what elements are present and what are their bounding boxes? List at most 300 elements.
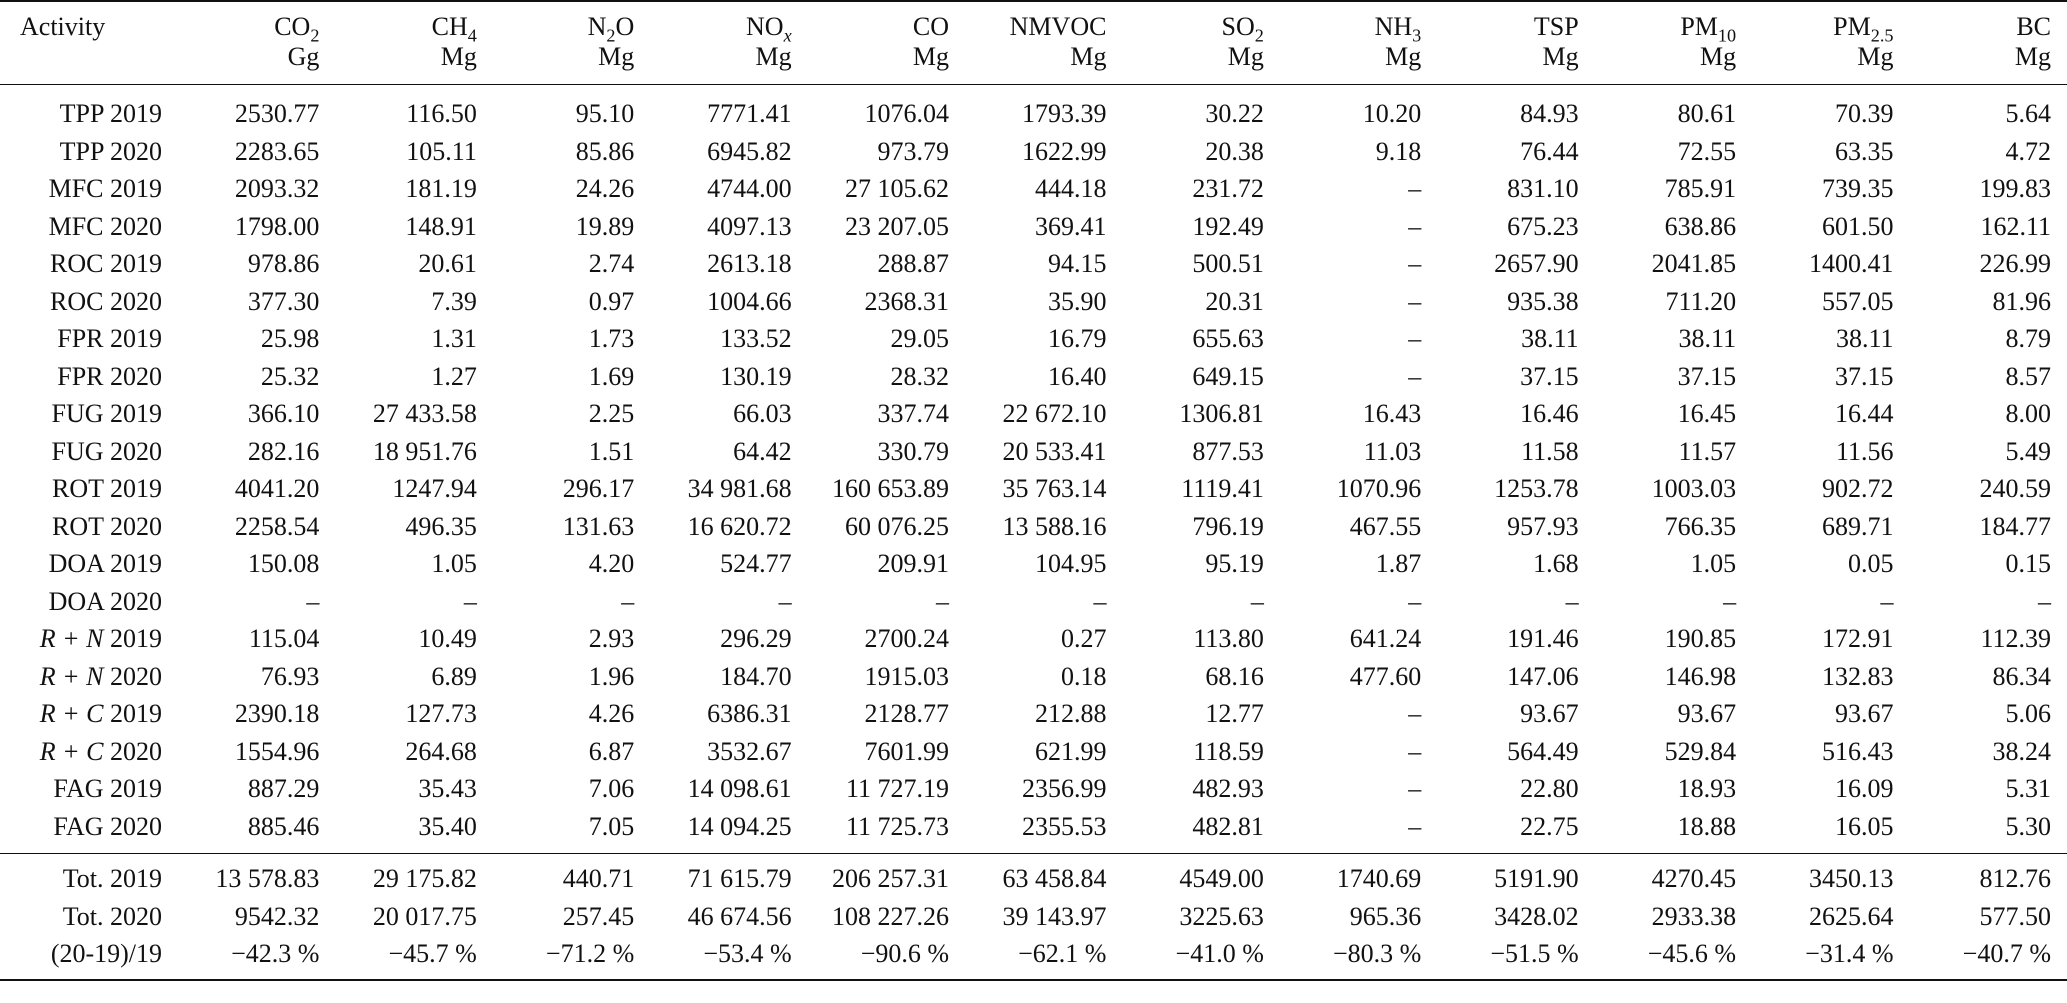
cell-value: 7.06 xyxy=(588,774,635,803)
cell-value: – xyxy=(463,586,477,616)
table-row xyxy=(0,695,2067,733)
cell-value: – xyxy=(1408,774,1422,803)
cell-value: 162.11 xyxy=(1980,211,2051,241)
cell-value: 13 588.16 xyxy=(1002,511,1107,541)
row-label-italic: R + N xyxy=(39,661,104,691)
cell-value: 192.49 xyxy=(1192,211,1264,241)
cell-value: 638.86 xyxy=(1664,211,1737,241)
cell-value: 2258.54 xyxy=(234,511,320,541)
cell-value: 231.72 xyxy=(1192,174,1264,203)
table-row xyxy=(0,208,2067,246)
column-header-base: BC xyxy=(2016,12,2051,41)
cell-value: 2625.64 xyxy=(1808,901,1894,931)
column-unit-1: Mg xyxy=(440,42,477,71)
cell-value: 482.81 xyxy=(1192,811,1264,841)
cell-value: 93.67 xyxy=(1677,699,1737,728)
column-header-subscript: 2 xyxy=(606,25,616,46)
cell-value: 655.63 xyxy=(1192,324,1264,353)
cell-value: 2368.31 xyxy=(864,286,950,316)
column-header-subscript-italic: x xyxy=(783,25,792,46)
cell-value: 35.43 xyxy=(418,774,477,803)
table-row xyxy=(0,620,2067,658)
cell-value: 1076.04 xyxy=(864,99,950,128)
row-label: FAG 2019 xyxy=(53,774,163,803)
column-header-base: NO xyxy=(746,12,784,41)
cell-value: 35.40 xyxy=(418,811,477,841)
table-row xyxy=(0,658,2067,696)
column-unit-4: Mg xyxy=(912,42,950,71)
cell-value: 1400.41 xyxy=(1808,249,1894,278)
row-label: R + N 2020 xyxy=(39,661,163,691)
cell-value: 20.31 xyxy=(1205,286,1264,316)
cell-value: 282.16 xyxy=(247,436,320,466)
cell-value: 689.71 xyxy=(1821,511,1894,541)
cell-value: 766.35 xyxy=(1664,511,1737,541)
cell-value: 63 458.84 xyxy=(965,854,1122,898)
cell-value: 10.20 xyxy=(1362,99,1422,128)
cell-value: 2355.53 xyxy=(1021,811,1107,841)
table-totals xyxy=(0,854,2067,980)
cell-value: 240.59 xyxy=(1979,474,2051,503)
cell-value: 108 227.26 xyxy=(832,901,950,931)
cell-value: 4097.13 xyxy=(707,211,792,241)
cell-value: 116.50 xyxy=(406,99,477,128)
row-label: DOA 2019 xyxy=(48,549,163,578)
cell-value: 133.52 xyxy=(720,324,792,353)
row-label: ROC 2019 xyxy=(50,249,163,278)
cell-value: 190.85 xyxy=(1664,624,1737,653)
column-unit-8: Mg xyxy=(1542,42,1579,71)
cell-value: 337.74 xyxy=(877,399,950,428)
cell-value: 76.44 xyxy=(1520,136,1579,166)
cell-value: 191.46 xyxy=(1507,624,1579,653)
cell-value: 105.11 xyxy=(406,136,477,166)
cell-value: 0.27 xyxy=(1060,624,1107,653)
cell-value: 212.88 xyxy=(1034,699,1107,728)
cell-value: 16.46 xyxy=(1520,399,1579,428)
column-unit-0: Gg xyxy=(287,42,320,71)
cell-value: 20.61 xyxy=(418,249,477,278)
cell-value: 27 105.62 xyxy=(845,174,950,203)
table-row xyxy=(0,245,2067,283)
cell-value: 22 672.10 xyxy=(1002,399,1107,428)
cell-value: 3532.67 xyxy=(707,736,792,766)
cell-value: 796.19 xyxy=(1192,511,1264,541)
cell-value: −53.4 % xyxy=(650,935,807,980)
column-header-base: NH xyxy=(1374,12,1413,41)
column-header-base: CH xyxy=(431,12,468,41)
cell-value: 1915.03 xyxy=(864,661,950,691)
row-label: TPP 2020 xyxy=(59,136,163,166)
totals-row xyxy=(0,935,2067,980)
cell-value: 160 653.89 xyxy=(832,474,950,503)
cell-value: 0.18 xyxy=(1060,661,1107,691)
cell-value: 0.97 xyxy=(588,286,635,316)
cell-value: 973.79 xyxy=(877,136,950,166)
column-header-base: PM xyxy=(1680,12,1718,41)
cell-value: 95.19 xyxy=(1205,549,1264,578)
cell-value: 1.96 xyxy=(588,661,635,691)
column-unit-5: Mg xyxy=(1070,42,1107,71)
cell-value: – xyxy=(1408,811,1422,841)
cell-value: 2093.32 xyxy=(234,174,320,203)
cell-value: 1.27 xyxy=(431,361,477,391)
column-header-subscript: 4 xyxy=(467,25,477,46)
cell-value: 557.05 xyxy=(1821,286,1894,316)
cell-value: 16.79 xyxy=(1047,324,1107,353)
row-label: FUG 2020 xyxy=(51,436,163,466)
cell-value: 38.11 xyxy=(1835,324,1894,353)
cell-value: 16.44 xyxy=(1834,399,1894,428)
cell-value: 34 981.68 xyxy=(687,474,792,503)
cell-value: 4.20 xyxy=(588,549,635,578)
cell-value: 11.03 xyxy=(1363,436,1422,466)
cell-value: 6945.82 xyxy=(707,136,792,166)
cell-value: 1306.81 xyxy=(1179,399,1264,428)
cell-value: 70.39 xyxy=(1834,99,1894,128)
column-header-9 xyxy=(1595,1,1752,46)
cell-value: 4.26 xyxy=(588,699,635,728)
cell-value: 885.46 xyxy=(247,811,320,841)
totals-row xyxy=(0,898,2067,936)
cell-value: 1.87 xyxy=(1375,549,1422,578)
cell-value: 150.08 xyxy=(247,549,320,578)
cell-value: 206 257.31 xyxy=(808,854,965,898)
cell-value: 649.15 xyxy=(1192,361,1264,391)
row-label: ROT 2019 xyxy=(51,474,163,503)
row-label: Tot. 2019 xyxy=(0,854,178,898)
cell-value: 115.04 xyxy=(248,624,320,653)
cell-value: 1070.96 xyxy=(1336,474,1422,503)
cell-value: 8.00 xyxy=(2005,399,2051,428)
cell-value: 2.74 xyxy=(588,249,635,278)
cell-value: 38.11 xyxy=(1678,324,1737,353)
cell-value: 11 727.19 xyxy=(846,774,950,803)
row-label-italic: R + C xyxy=(39,699,104,728)
column-header-base: SO xyxy=(1221,12,1255,41)
cell-value: 524.77 xyxy=(720,549,792,578)
cell-value: 1554.96 xyxy=(234,736,320,766)
cell-value: −45.6 % xyxy=(1595,935,1752,980)
cell-value: 812.76 xyxy=(1909,854,2067,898)
cell-value: 3450.13 xyxy=(1752,854,1909,898)
column-header-3 xyxy=(650,1,807,46)
cell-value: 785.91 xyxy=(1664,174,1737,203)
column-header-0 xyxy=(178,1,335,46)
cell-value: 6386.31 xyxy=(707,699,792,728)
cell-value: 2613.18 xyxy=(707,249,792,278)
cell-value: 564.49 xyxy=(1507,736,1579,766)
cell-value: – xyxy=(1408,286,1422,316)
column-unit-7: Mg xyxy=(1385,42,1422,71)
cell-value: 113.80 xyxy=(1193,624,1264,653)
cell-value: −90.6 % xyxy=(808,935,965,980)
cell-value: 1793.39 xyxy=(1021,99,1107,128)
cell-value: – xyxy=(1408,174,1422,203)
column-header-base: CO xyxy=(912,12,950,41)
table-row xyxy=(0,508,2067,546)
cell-value: 2933.38 xyxy=(1651,901,1737,931)
cell-value: 86.34 xyxy=(1992,661,2051,691)
cell-value: 14 094.25 xyxy=(687,811,792,841)
cell-value: 16.05 xyxy=(1834,811,1894,841)
cell-value: 66.03 xyxy=(733,399,792,428)
cell-value: 24.26 xyxy=(575,174,635,203)
cell-value: 482.93 xyxy=(1192,774,1264,803)
cell-value: 131.63 xyxy=(562,511,635,541)
cell-value: 81.96 xyxy=(1992,286,2051,316)
cell-value: 4.72 xyxy=(2005,136,2051,166)
cell-value: 16.09 xyxy=(1834,774,1894,803)
cell-value: 2657.90 xyxy=(1494,249,1579,278)
cell-value: 8.57 xyxy=(2005,361,2051,391)
cell-value: 29 175.82 xyxy=(335,854,492,898)
cell-value: – xyxy=(1250,586,1264,616)
cell-value: 9542.32 xyxy=(234,901,320,931)
cell-value: 22.80 xyxy=(1520,774,1579,803)
cell-value: 1.31 xyxy=(431,324,477,353)
cell-value: 296.17 xyxy=(562,474,635,503)
cell-value: 4041.20 xyxy=(234,474,320,503)
row-label: (20-19)/19 xyxy=(0,935,178,980)
cell-value: 35.90 xyxy=(1047,286,1107,316)
row-label: ROC 2020 xyxy=(50,286,163,316)
cell-value: 37.15 xyxy=(1520,361,1579,391)
cell-value: 71 615.79 xyxy=(650,854,807,898)
cell-value: 25.98 xyxy=(260,324,320,353)
cell-value: 467.55 xyxy=(1349,511,1422,541)
cell-value: 11.57 xyxy=(1678,436,1737,466)
cell-value: – xyxy=(1408,586,1422,616)
column-header-base: TSP xyxy=(1533,12,1579,41)
cell-value: 288.87 xyxy=(877,249,950,278)
cell-value: 20 017.75 xyxy=(372,901,477,931)
cell-value: 5191.90 xyxy=(1437,854,1594,898)
cell-value: 6.87 xyxy=(588,736,635,766)
cell-value: 5.31 xyxy=(2005,774,2051,803)
row-label: FPR 2020 xyxy=(57,361,163,391)
column-header-subscript: 10 xyxy=(1717,25,1737,46)
cell-value: 2041.85 xyxy=(1651,249,1737,278)
cell-value: 38.11 xyxy=(1521,324,1579,353)
table-row xyxy=(0,545,2067,583)
cell-value: 80.61 xyxy=(1677,99,1737,128)
cell-value: 8.79 xyxy=(2005,324,2051,353)
cell-value: 1.69 xyxy=(588,361,635,391)
cell-value: 887.29 xyxy=(247,774,320,803)
cell-value: 46 674.56 xyxy=(687,901,792,931)
cell-value: 16.43 xyxy=(1362,399,1422,428)
cell-value: 18.88 xyxy=(1677,811,1737,841)
cell-value: 6.89 xyxy=(431,661,477,691)
column-unit-3: Mg xyxy=(755,42,792,71)
cell-value: 440.71 xyxy=(493,854,650,898)
cell-value: 30.22 xyxy=(1205,99,1264,128)
column-header-10 xyxy=(1752,1,1909,46)
cell-value: 2530.77 xyxy=(234,99,320,128)
cell-value: – xyxy=(1093,586,1107,616)
cell-value: 902.72 xyxy=(1821,474,1894,503)
cell-value: 1622.99 xyxy=(1021,136,1107,166)
row-label: ROT 2020 xyxy=(51,511,163,541)
cell-value: 28.32 xyxy=(890,361,950,391)
cell-value: 184.70 xyxy=(720,661,792,691)
column-header-8 xyxy=(1437,1,1594,42)
row-label-italic: R + N xyxy=(39,624,104,653)
cell-value: 16 620.72 xyxy=(687,511,792,541)
cell-value: 0.05 xyxy=(1847,549,1894,578)
column-header-suffix: O xyxy=(615,12,635,41)
cell-value: 264.68 xyxy=(405,736,477,766)
cell-value: 5.06 xyxy=(2005,699,2051,728)
cell-value: 147.06 xyxy=(1507,661,1579,691)
cell-value: 85.86 xyxy=(575,136,635,166)
cell-value: 172.91 xyxy=(1821,624,1894,653)
column-header-subscript: 2 xyxy=(1254,25,1264,46)
cell-value: 1253.78 xyxy=(1494,474,1579,503)
row-label: R + N 2019 xyxy=(39,624,163,653)
row-label: FAG 2020 xyxy=(53,811,163,841)
cell-value: 14 098.61 xyxy=(687,774,792,803)
cell-value: 3428.02 xyxy=(1494,901,1579,931)
cell-value: 226.99 xyxy=(1979,249,2051,278)
cell-value: 9.18 xyxy=(1375,136,1422,166)
cell-value: – xyxy=(1408,736,1422,766)
cell-value: 13 578.83 xyxy=(178,854,335,898)
row-label: FPR 2019 xyxy=(57,324,163,353)
column-unit-11: Mg xyxy=(2014,42,2051,71)
cell-value: 2700.24 xyxy=(864,624,950,653)
cell-value: 94.15 xyxy=(1047,249,1107,278)
cell-value: 978.86 xyxy=(247,249,320,278)
cell-value: −71.2 % xyxy=(493,935,650,980)
column-header-6 xyxy=(1122,1,1279,46)
table-body xyxy=(0,85,2067,854)
cell-value: 4549.00 xyxy=(1122,854,1279,898)
row-label: R + C 2020 xyxy=(39,736,163,766)
cell-value: −41.0 % xyxy=(1122,935,1279,980)
cell-value: 11.56 xyxy=(1835,436,1894,466)
column-header-base: N xyxy=(587,12,607,41)
cell-value: 60 076.25 xyxy=(845,511,950,541)
table-row xyxy=(0,733,2067,771)
cell-value: 477.60 xyxy=(1349,661,1422,691)
cell-value: – xyxy=(2038,586,2051,616)
cell-value: 516.43 xyxy=(1821,736,1894,766)
cell-value: – xyxy=(1565,586,1579,616)
column-header-subscript: 3 xyxy=(1412,25,1422,46)
column-header-base: CO xyxy=(274,12,311,41)
column-header-base: PM xyxy=(1833,12,1871,41)
cell-value: 2283.65 xyxy=(234,136,320,166)
cell-value: 209.91 xyxy=(877,549,950,578)
cell-value: −62.1 % xyxy=(965,935,1122,980)
cell-value: 18 951.76 xyxy=(372,436,477,466)
cell-value: 1004.66 xyxy=(707,286,792,316)
cell-value: 1.73 xyxy=(588,324,635,353)
cell-value: 1003.03 xyxy=(1651,474,1737,503)
column-unit-6: Mg xyxy=(1227,42,1264,71)
cell-value: 711.20 xyxy=(1665,286,1737,316)
cell-value: 132.83 xyxy=(1821,661,1894,691)
cell-value: 72.55 xyxy=(1677,136,1737,166)
cell-value: 76.93 xyxy=(260,661,320,691)
column-header-base: NMVOC xyxy=(1009,12,1107,41)
cell-value: 1.05 xyxy=(1690,549,1737,578)
table-row xyxy=(0,433,2067,471)
cell-value: 577.50 xyxy=(1979,901,2051,931)
cell-value: 496.35 xyxy=(405,511,477,541)
cell-value: 27 433.58 xyxy=(372,399,477,428)
cell-value: 5.30 xyxy=(2005,811,2051,841)
cell-value: −42.3 % xyxy=(178,935,335,980)
cell-value: 112.39 xyxy=(1980,624,2051,653)
cell-value: 500.51 xyxy=(1192,249,1264,278)
cell-value: 146.98 xyxy=(1664,661,1737,691)
table-row xyxy=(0,320,2067,358)
table-row xyxy=(0,85,2067,133)
cell-value: 93.67 xyxy=(1520,699,1579,728)
cell-value: – xyxy=(1408,361,1422,391)
cell-value: 35 763.14 xyxy=(1002,474,1107,503)
cell-value: 369.41 xyxy=(1034,211,1107,241)
cell-value: 23 207.05 xyxy=(845,211,950,241)
cell-value: 5.64 xyxy=(2005,99,2051,128)
column-unit-10: Mg xyxy=(1857,42,1894,71)
cell-value: – xyxy=(306,586,320,616)
cell-value: 1.05 xyxy=(431,549,477,578)
cell-value: – xyxy=(936,586,950,616)
cell-value: −31.4 % xyxy=(1752,935,1909,980)
cell-value: 20.38 xyxy=(1205,136,1264,166)
cell-value: 29.05 xyxy=(890,324,950,353)
row-label: MFC 2019 xyxy=(48,174,163,203)
cell-value: 22.75 xyxy=(1520,811,1579,841)
cell-value: 2390.18 xyxy=(234,699,320,728)
cell-value: – xyxy=(778,586,792,616)
cell-value: 957.93 xyxy=(1507,511,1579,541)
cell-value: 2.93 xyxy=(588,624,635,653)
cell-value: 10.49 xyxy=(418,624,477,653)
cell-value: 529.84 xyxy=(1664,736,1737,766)
cell-value: 366.10 xyxy=(247,399,320,428)
cell-value: 12.77 xyxy=(1205,699,1264,728)
cell-value: 1798.00 xyxy=(234,211,320,241)
cell-value: 25.32 xyxy=(260,361,320,391)
cell-value: 11.58 xyxy=(1521,436,1579,466)
cell-value: 7.05 xyxy=(588,811,635,841)
cell-value: 64.42 xyxy=(733,436,792,466)
cell-value: 7771.41 xyxy=(707,99,792,128)
cell-value: 16.45 xyxy=(1677,399,1737,428)
row-label: TPP 2019 xyxy=(59,99,163,128)
cell-value: 18.93 xyxy=(1677,774,1737,803)
cell-value: 7601.99 xyxy=(864,736,950,766)
cell-value: −51.5 % xyxy=(1437,935,1594,980)
cell-value: −40.7 % xyxy=(1909,935,2067,980)
cell-value: 739.35 xyxy=(1821,174,1894,203)
row-label: R + C 2019 xyxy=(39,699,163,728)
row-label: Tot. 2020 xyxy=(62,901,163,931)
column-header-5 xyxy=(965,1,1122,42)
cell-value: 601.50 xyxy=(1821,211,1894,241)
cell-value: 296.29 xyxy=(720,624,792,653)
cell-value: 20 533.41 xyxy=(1002,436,1107,466)
cell-value: 877.53 xyxy=(1192,436,1264,466)
cell-value: 2.25 xyxy=(588,399,635,428)
activity-header-unit xyxy=(0,42,178,85)
table-row xyxy=(0,395,2067,433)
